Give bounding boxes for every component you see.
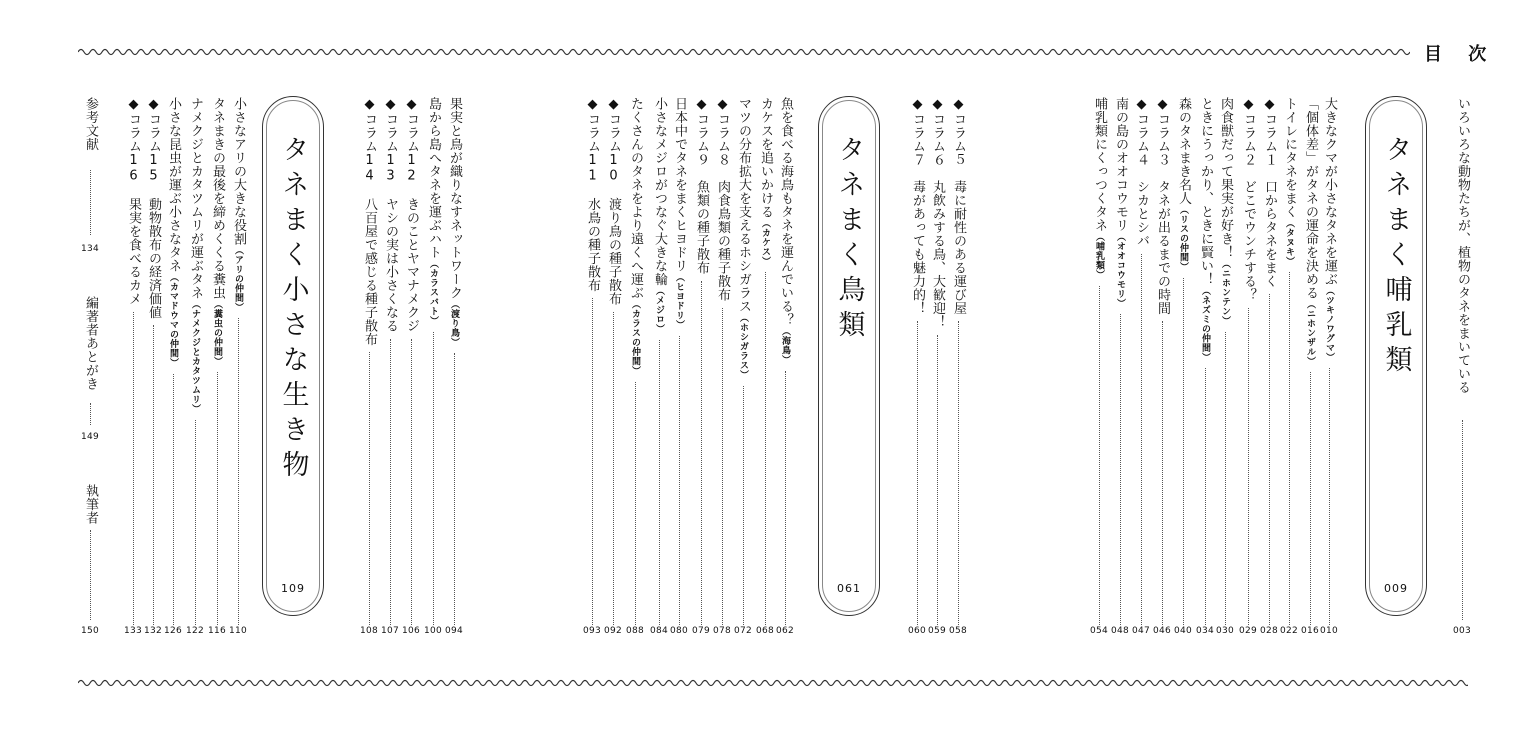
dot-leader: [238, 318, 240, 625]
entry-page: 078: [712, 626, 732, 636]
birds-entry: [758, 97, 774, 637]
entry-title: タネまきの最後を締めくくる糞虫（糞虫の仲間）: [210, 97, 225, 366]
entry-title: 大きなクマが小さなタネを運ぶ（ツキノワグマ）: [1322, 97, 1337, 362]
entry-title: ナメクジとカタツムリが運ぶタネ（ナメクジとカタツムリ）: [188, 97, 203, 414]
entry-title: 小さな昆虫が運ぶ小さなタネ（カマドウマの仲間）: [166, 97, 181, 368]
entry-title: ◆コラム３ タネが出るまでの時間: [1155, 97, 1170, 315]
mammals-column-entry: [951, 97, 967, 637]
entry-title: 果実と鳥が織りなすネットワーク（渡り鳥）: [447, 97, 462, 347]
entry-subtitle: （カラスバト）: [428, 259, 438, 326]
mammals-column-entry: [930, 97, 946, 637]
entry-title: たくさんのタネをより遠くへ運ぶ（カラスの仲間）: [628, 97, 643, 376]
dot-leader: [613, 312, 615, 626]
entry-page: 068: [755, 626, 775, 636]
section-page: 061: [837, 582, 861, 595]
birds-tail-entry: [426, 97, 442, 637]
entry-page: 106: [401, 626, 421, 636]
dot-leader: [937, 335, 939, 626]
entry-title: トイレにタネをまく（タヌキ）: [1282, 97, 1297, 266]
entry-subtitle: （渡り鳥）: [449, 299, 459, 347]
mammals-entry: [1198, 97, 1214, 637]
intro-text: いろいろな動物たちが、植物のタネをまいている: [1455, 97, 1470, 394]
back-matter-references-page: 134: [80, 244, 100, 254]
dot-leader: [701, 281, 703, 626]
birds-entry: [736, 97, 752, 637]
dot-leader: [153, 325, 155, 625]
entry-title: マツの分布拡大を支えるホシガラス（ホシガラス）: [736, 97, 751, 380]
entry-subtitle: （ネズミの仲間）: [1200, 286, 1210, 362]
entry-title: ◆コラム16 果実を食べるカメ: [126, 97, 141, 306]
entry-page: 047: [1131, 626, 1151, 636]
entry-page: 028: [1259, 626, 1279, 636]
dot-leader: [917, 321, 919, 625]
entry-title: 日本中でタネをまくヒヨドリ（ヒヨドリ）: [672, 97, 687, 330]
entry-subtitle: （リスの仲間）: [1178, 205, 1188, 272]
small-creatures-entry: [231, 97, 247, 637]
entry-page: 122: [185, 626, 205, 636]
entry-subtitle: （カマドウマの仲間）: [168, 272, 178, 368]
entry-title: ◆コラム８ 肉食鳥類の種子散布: [715, 97, 730, 302]
entry-title: 小さなメジロがつなぐ大きな輪（メジロ）: [652, 97, 667, 334]
entry-page: 092: [603, 626, 623, 636]
entry-page: 108: [359, 626, 379, 636]
entry-subtitle: （ニホンテン）: [1220, 259, 1230, 326]
entry-page: 107: [380, 626, 400, 636]
entry-subtitle: （ホシガラス）: [738, 313, 748, 380]
birds-entry: [694, 97, 710, 637]
top-wave-rule: [78, 46, 1410, 58]
back-matter-leader: [90, 530, 92, 620]
birds-entry: [606, 97, 622, 637]
back-matter-authors: 執筆者: [83, 484, 98, 525]
dot-leader: [722, 308, 724, 626]
entry-subtitle: （カケス）: [760, 218, 770, 266]
entry-page: 010: [1319, 626, 1339, 636]
mammals-column-entry: [910, 97, 926, 637]
entry-title: 小さなアリの大きな役割（アリの仲間）: [231, 97, 246, 312]
section-card-birds: [818, 96, 880, 616]
birds-tail-entry: [404, 97, 420, 637]
entry-title: 島から島へタネを運ぶハト（カラスバト）: [426, 97, 441, 326]
dot-leader: [958, 321, 960, 625]
entry-title: ◆コラム７ 毒があっても魅力的！: [910, 97, 925, 315]
entry-page: 016: [1300, 626, 1320, 636]
mammals-entry: [1282, 97, 1298, 637]
entry-title: 「個体差」がタネの運命を決める（ニホンザル）: [1303, 97, 1318, 366]
birds-entry: [672, 97, 688, 637]
dot-leader: [133, 312, 135, 626]
entry-page: 060: [907, 626, 927, 636]
mammals-entry: [1092, 97, 1108, 637]
dot-leader: [1099, 286, 1101, 626]
entry-page: 132: [143, 626, 163, 636]
dot-leader: [1183, 278, 1185, 626]
entry-page: 110: [228, 626, 248, 636]
entry-subtitle: （糞虫の仲間）: [212, 299, 222, 366]
entry-page: 126: [163, 626, 183, 636]
entry-page: 116: [207, 626, 227, 636]
entry-page: 022: [1279, 626, 1299, 636]
dot-leader: [1162, 321, 1164, 625]
entry-page: 029: [1238, 626, 1258, 636]
entry-title: ◆コラム10 渡り鳥の種子散布: [606, 97, 621, 306]
dot-leader: [411, 339, 413, 626]
mammals-entry: [1241, 97, 1257, 637]
intro-page: 003: [1452, 626, 1472, 636]
entry-title: ◆コラム５ 毒に耐性のある運び屋: [951, 97, 966, 315]
dot-leader: [1289, 272, 1291, 625]
section-page: 109: [281, 582, 305, 595]
section-card-mammals: [1365, 96, 1427, 616]
dot-leader: [1120, 314, 1122, 625]
dot-leader: [765, 272, 767, 625]
entry-subtitle: （ナメクジとカタツムリ）: [190, 299, 200, 414]
mammals-entry: [1113, 97, 1129, 637]
back-matter-afterword: 編著者あとがき: [83, 296, 98, 391]
entry-page: 093: [582, 626, 602, 636]
entry-page: 072: [733, 626, 753, 636]
dot-leader: [433, 332, 435, 626]
entry-page: 080: [669, 626, 689, 636]
dot-leader: [195, 420, 197, 626]
dot-leader: [1269, 294, 1271, 625]
birds-entry: [778, 97, 794, 637]
dot-leader: [679, 336, 681, 626]
mammals-entry: [1176, 97, 1192, 637]
small-creatures-entry: [146, 97, 162, 637]
entry-page: 084: [649, 626, 669, 636]
mammals-entry: [1155, 97, 1171, 637]
entry-title: 森のタネまき名人（リスの仲間）: [1176, 97, 1191, 272]
dot-leader: [1248, 308, 1250, 626]
entry-subtitle: （ツキノワグマ）: [1324, 286, 1334, 362]
entry-page: 059: [927, 626, 947, 636]
entry-page: 088: [625, 626, 645, 636]
intro-leader: [1462, 420, 1464, 620]
entry-title: 南の島のオオコウモリ（オオコウモリ）: [1113, 97, 1128, 308]
mammals-entry: [1303, 97, 1319, 637]
dot-leader: [1205, 368, 1207, 625]
entry-page: 058: [948, 626, 968, 636]
entry-title: 魚を食べる海鳥もタネを運んでいる？（海鳥）: [778, 97, 793, 365]
entry-subtitle: （アリの仲間）: [233, 245, 243, 312]
entry-title: ◆コラム15 動物散布の経済価値: [146, 97, 161, 319]
entry-page: 133: [123, 626, 143, 636]
entry-page: 030: [1215, 626, 1235, 636]
section-card-small-creatures: [262, 96, 324, 616]
entry-subtitle: （オオコウモリ）: [1115, 232, 1125, 308]
dot-leader: [217, 372, 219, 625]
entry-subtitle: （哺乳類）: [1094, 232, 1104, 280]
birds-entry: [652, 97, 668, 637]
mammals-entry: [1262, 97, 1278, 637]
dot-leader: [592, 298, 594, 625]
small-creatures-entry: [126, 97, 142, 637]
dot-leader: [659, 340, 661, 626]
section-title: タネまく小さな生き物: [277, 135, 309, 485]
dot-leader: [785, 371, 787, 626]
dot-leader: [454, 353, 456, 625]
birds-tail-entry: [447, 97, 463, 637]
birds-entry: [628, 97, 644, 637]
dot-leader: [1225, 332, 1227, 626]
entry-title: ◆コラム11 水鳥の種子散布: [585, 97, 600, 292]
entry-page: 079: [691, 626, 711, 636]
dot-leader: [390, 339, 392, 626]
entry-page: 094: [444, 626, 464, 636]
entry-subtitle: （ヒヨドリ）: [674, 272, 684, 330]
entry-title: ◆コラム２ どこでウンチする？: [1241, 97, 1256, 302]
back-matter-references: 参考文献: [83, 97, 98, 151]
entry-page: 100: [423, 626, 443, 636]
entry-title: カケスを追いかける（カケス）: [758, 97, 773, 266]
entry-title: ◆コラム６ 丸飲みする鳥、大歓迎！: [930, 97, 945, 329]
entry-page: 054: [1089, 626, 1109, 636]
birds-tail-entry: [383, 97, 399, 637]
entry-title: ◆コラム４ シカとシバ: [1134, 97, 1149, 248]
dot-leader: [1329, 368, 1331, 625]
dot-leader: [1141, 254, 1143, 626]
small-creatures-entry: [210, 97, 226, 637]
section-title: タネまく哺乳類: [1380, 135, 1412, 380]
entry-title: ◆コラム13 ヤシの実は小さくなる: [383, 97, 398, 333]
back-matter-authors-page: 150: [80, 626, 100, 636]
entry-page: 040: [1173, 626, 1193, 636]
mammals-entry: [1218, 97, 1234, 637]
birds-entry: [715, 97, 731, 637]
dot-leader: [1310, 372, 1312, 625]
entry-title: 哺乳類にくっつくタネ（哺乳類）: [1092, 97, 1107, 280]
entry-page: 062: [775, 626, 795, 636]
small-creatures-entry: [166, 97, 182, 637]
back-matter-leader: [90, 403, 92, 425]
entry-page: 048: [1110, 626, 1130, 636]
back-matter-leader: [90, 170, 92, 235]
entry-subtitle: （海鳥）: [780, 326, 790, 365]
birds-tail-entry: [362, 97, 378, 637]
toc-title: 目 次: [1424, 44, 1497, 65]
entry-page: 034: [1195, 626, 1215, 636]
dot-leader: [743, 386, 745, 626]
entry-subtitle: （メジロ）: [654, 286, 664, 334]
section-page: 009: [1384, 582, 1408, 595]
mammals-entry: [1322, 97, 1338, 637]
entry-subtitle: （タヌキ）: [1284, 218, 1294, 266]
entry-title: ◆コラム９ 魚類の種子散布: [694, 97, 709, 275]
entry-page: 046: [1152, 626, 1172, 636]
entry-title: ◆コラム14 八百屋で感じる種子散布: [362, 97, 377, 346]
entry-subtitle: （カラスの仲間）: [630, 299, 640, 376]
back-matter-afterword-page: 149: [80, 432, 100, 442]
dot-leader: [635, 382, 637, 626]
small-creatures-entry: [188, 97, 204, 637]
mammals-entry: [1134, 97, 1150, 637]
entry-title: ◆コラム12 きのことヤマナメクジ: [404, 97, 419, 333]
bottom-wave-rule: [78, 677, 1468, 689]
entry-title: ◆コラム１ 口からタネをまく: [1262, 97, 1277, 288]
birds-entry: [585, 97, 601, 637]
dot-leader: [369, 352, 371, 625]
entry-title: ときにうっかり、ときに賢い！（ネズミの仲間）: [1198, 97, 1213, 362]
entry-subtitle: （ニホンザル）: [1305, 299, 1315, 366]
entry-title: 肉食獣だって果実が好き！（ニホンテン）: [1218, 97, 1233, 326]
dot-leader: [173, 374, 175, 626]
section-title: タネまく鳥類: [833, 135, 865, 345]
